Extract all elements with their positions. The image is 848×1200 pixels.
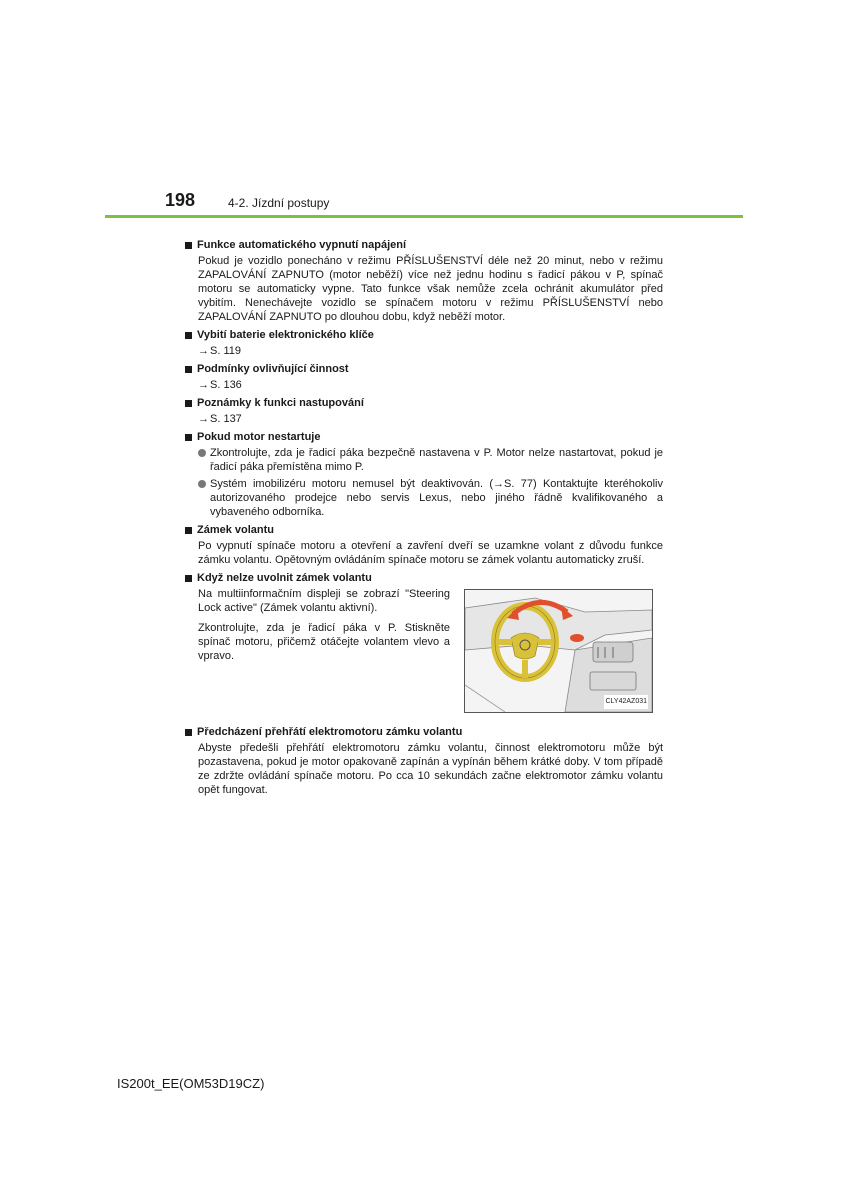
section-heading: Zámek volantu [197, 524, 275, 536]
steering-wheel-illustration [464, 589, 653, 713]
steering-wheel-drawing [465, 590, 652, 712]
section-heading: Pokud motor nestartuje [197, 431, 321, 443]
section-body: Abyste předešli přehřátí elektromotoru zámku volantu, činnost elektromotoru může být pozastavena, pokud je motor opakovaně zapínán a vypínán během krátké doby. V tom případě ze zdržte ovládání spínače motoru. Po cca 10 sekundách začne elektromotor zámku volantu opět fungovat. [198, 742, 663, 796]
round-bullet-icon [198, 449, 206, 457]
page-reference[interactable]: S. 137 [210, 413, 242, 425]
section-heading: Když nelze uvolnit zámek volantu [197, 572, 372, 584]
section-steering-lock-release [185, 571, 663, 713]
section-auto-power-off [185, 238, 663, 324]
square-bullet-icon [185, 242, 192, 249]
paragraph: Zkontrolujte, zda je řadicí páka v P. Stiskněte spínač motoru, přičemž otáčejte volantem vlevo a vpravo. [198, 622, 450, 662]
round-bullet-icon [198, 480, 206, 488]
section-steering-lock [185, 523, 663, 567]
header-rule [105, 215, 743, 218]
section-heading: Poznámky k funkci nastupování [197, 397, 364, 409]
section-body: Pokud je vozidlo ponecháno v režimu PŘÍSLUŠENSTVÍ déle než 20 minut, nebo v režimu ZAPALOVÁNÍ ZAPNUTO (motor neběží) více než jednu hodinu s řadicí pákou v P, spínač motoru se automaticky vypne. Tato funkce však nemůže zcela ochránit akumulátor před vybitím. Nenechávejte vozidlo se spínačem motoru v režimu PŘÍSLUŠENSTVÍ nebo ZAPALOVÁNÍ ZAPNUTO po dlouhou dobu, když neběží motor. [198, 255, 663, 323]
figure-code: CLY42AZ031 [604, 695, 648, 709]
list-item [198, 477, 663, 519]
list-item [198, 446, 663, 474]
square-bullet-icon [185, 332, 192, 339]
square-bullet-icon [185, 575, 192, 582]
page-reference[interactable]: S. 119 [210, 345, 241, 357]
square-bullet-icon [185, 729, 192, 736]
page-number: 198 [165, 190, 196, 210]
section-operating-conditions [185, 362, 663, 392]
section-key-battery [185, 328, 663, 358]
list-item-text: Zkontrolujte, zda je řadicí páka bezpečně nastavena v P. Motor nelze nastartovat, pokud je řadicí páka přemístěna mimo P. [210, 447, 663, 473]
section-title: 4-2. Jízdní postupy [228, 196, 330, 210]
square-bullet-icon [185, 400, 192, 407]
square-bullet-icon [185, 527, 192, 534]
section-heading: Podmínky ovlivňující činnost [197, 363, 349, 375]
square-bullet-icon [185, 434, 192, 441]
section-heading: Funkce automatického vypnutí napájení [197, 239, 407, 251]
section-entry-notes [185, 396, 663, 426]
arrow-icon: → [198, 379, 209, 391]
arrow-icon: → [198, 413, 209, 425]
section-body: Po vypnutí spínače motoru a otevření a zavření dveří se uzamkne volant z důvodu funkce zámku volantu. Opětovným ovládáním spínače motoru se zámek volantu automaticky zruší. [198, 540, 663, 566]
footer-code: IS200t_EE(OM53D19CZ) [117, 1076, 265, 1091]
list-item-text: Systém imobilizéru motoru nemusel být deaktivován. (→S. 77) Kontaktujte kteréhokoliv autorizovaného prodejce nebo servis Lexus, nebo jiného řádně kvalifikovaného a vybaveného odborníka. [210, 478, 663, 518]
section-heading: Vybití baterie elektronického klíče [197, 329, 374, 341]
square-bullet-icon [185, 366, 192, 373]
section-heading: Předcházení přehřátí elektromotoru zámku volantu [197, 726, 463, 738]
section-motor-overheat [185, 725, 663, 797]
arrow-icon: → [198, 345, 209, 357]
content [185, 238, 663, 801]
section-engine-not-starting [185, 430, 663, 519]
page-reference[interactable]: S. 136 [210, 379, 242, 391]
paragraph: Na multiinformačním displeji se zobrazí "Steering Lock active" (Zámek volantu aktivní). [198, 588, 450, 614]
